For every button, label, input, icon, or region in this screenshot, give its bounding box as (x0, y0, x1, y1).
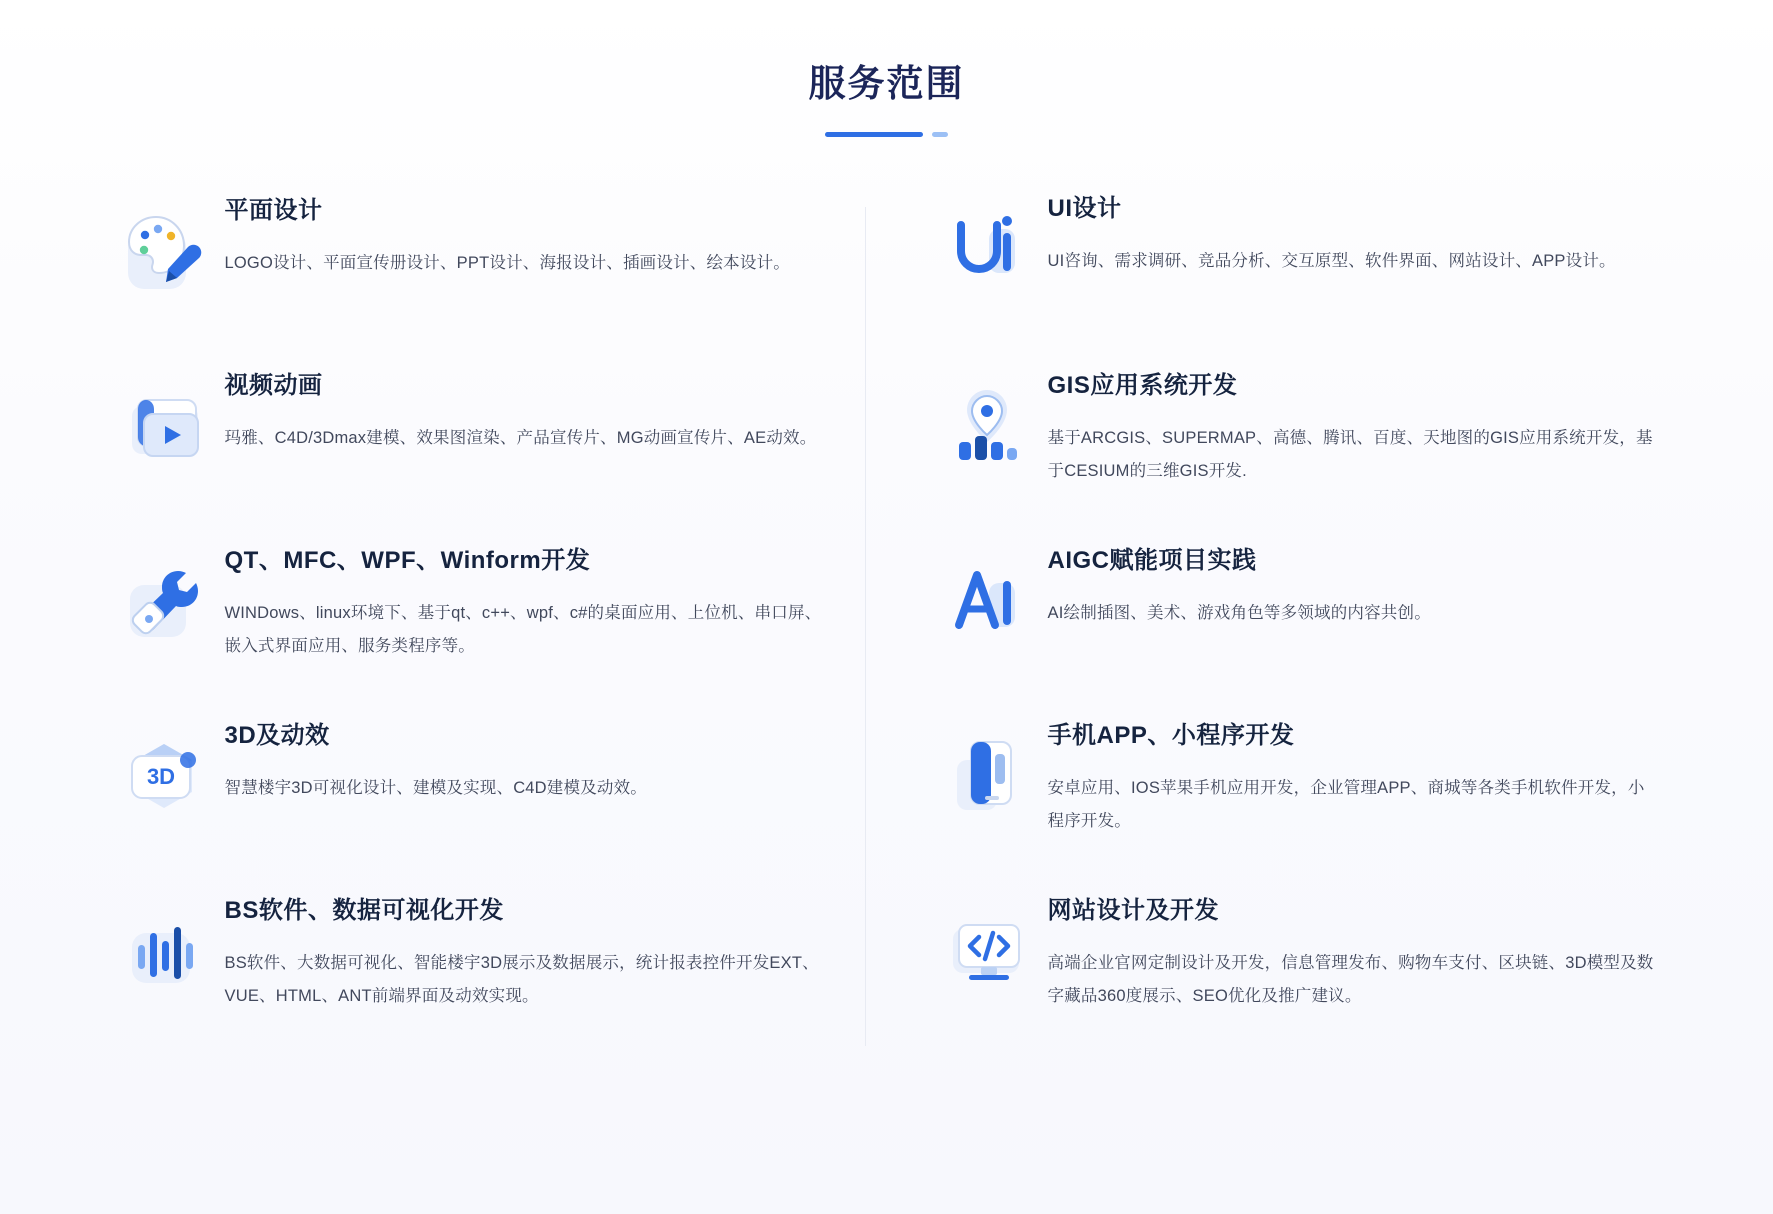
service-item-body (1048, 545, 1667, 629)
service-item-body (225, 895, 844, 1012)
tools-icon (107, 555, 225, 651)
service-title: BS软件、数据可视化开发 (224, 897, 504, 925)
service-item-video-animation[interactable] (107, 364, 844, 539)
service-item-bs-data-viz[interactable] (107, 889, 844, 1064)
service-item-body (225, 195, 844, 279)
service-title: 3D及动效 (224, 722, 330, 750)
title-underline (821, 132, 953, 137)
service-item-aigc[interactable] (930, 539, 1667, 714)
left-column (107, 189, 844, 1064)
bar-chart-icon (107, 905, 225, 1001)
service-desc: 基于ARCGIS、SUPERMAP、高德、腾讯、百度、天地图的GIS应用系统开发，基于CESIUM的三维GIS开发. (1047, 428, 1653, 480)
service-item-mobile-app[interactable] (930, 714, 1667, 889)
map-pin-icon (930, 380, 1048, 476)
service-desc: UI咨询、需求调研、竞品分析、交互原型、软件界面、网站设计、APP设计。 (1047, 251, 1616, 270)
service-desc: LOGO设计、平面宣传册设计、PPT设计、海报设计、插画设计、绘本设计。 (224, 253, 790, 272)
page-header (0, 0, 1773, 137)
service-title: 手机APP、小程序开发 (1047, 722, 1295, 750)
service-title: 网站设计及开发 (1047, 897, 1219, 925)
service-item-body (1048, 370, 1667, 487)
service-grid (107, 189, 1667, 1064)
service-title: 视频动画 (224, 372, 323, 400)
service-desc: WINDows、linux环境下、基于qt、c++、wpf、c#的桌面应用、上位机、串口屏、嵌入式界面应用、服务类程序等。 (224, 603, 822, 655)
service-item-3d-motion[interactable] (107, 714, 844, 889)
column-divider (865, 207, 866, 1046)
service-title: QT、MFC、WPF、Winform开发 (224, 547, 591, 575)
service-title: AIGC赋能项目实践 (1047, 547, 1257, 575)
service-item-website-dev[interactable] (930, 889, 1667, 1064)
service-item-body (1048, 895, 1667, 1012)
ai-letters-icon (930, 555, 1048, 651)
service-item-body (225, 370, 844, 454)
palette-icon (107, 205, 225, 301)
code-window-icon (930, 905, 1048, 1001)
service-title: GIS应用系统开发 (1047, 372, 1238, 400)
ui-letters-icon (930, 203, 1048, 299)
service-item-body (225, 720, 844, 804)
service-item-body (1048, 720, 1667, 837)
service-item-desktop-dev[interactable] (107, 539, 844, 714)
service-desc: AI绘制插图、美术、游戏角色等多领域的内容共创。 (1047, 603, 1431, 622)
underline-short-bar (932, 132, 948, 137)
service-desc: 高端企业官网定制设计及开发，信息管理发布、购物车支付、区块链、3D模型及数字藏品360度展示、SEO优化及推广建议。 (1047, 953, 1654, 1005)
right-column (930, 189, 1667, 1064)
cube-3d-icon (107, 730, 225, 826)
service-title: UI设计 (1047, 195, 1122, 223)
service-item-body (225, 545, 844, 662)
page-title: 服务范围 (808, 63, 965, 104)
service-item-body (1048, 193, 1667, 277)
video-play-icon (107, 380, 225, 476)
service-item-gis-dev[interactable] (930, 364, 1667, 539)
underline-long-bar (825, 132, 923, 137)
service-desc: 安卓应用、IOS苹果手机应用开发，企业管理APP、商城等各类手机软件开发，小程序开发。 (1047, 778, 1645, 830)
service-item-ui-design[interactable] (930, 189, 1667, 364)
service-title: 平面设计 (224, 197, 323, 225)
mobile-phone-icon (930, 730, 1048, 826)
service-desc: BS软件、大数据可视化、智能楼宇3D展示及数据展示，统计报表控件开发EXT、VUE、HTML、ANT前端界面及动效实现。 (224, 953, 819, 1005)
svg-text:3D: 3D (146, 764, 175, 790)
service-desc: 玛雅、C4D/3Dmax建模、效果图渲染、产品宣传片、MG动画宣传片、AE动效。 (224, 428, 817, 447)
service-desc: 智慧楼宇3D可视化设计、建模及实现、C4D建模及动效。 (224, 778, 648, 797)
service-item-graphic-design[interactable] (107, 189, 844, 364)
